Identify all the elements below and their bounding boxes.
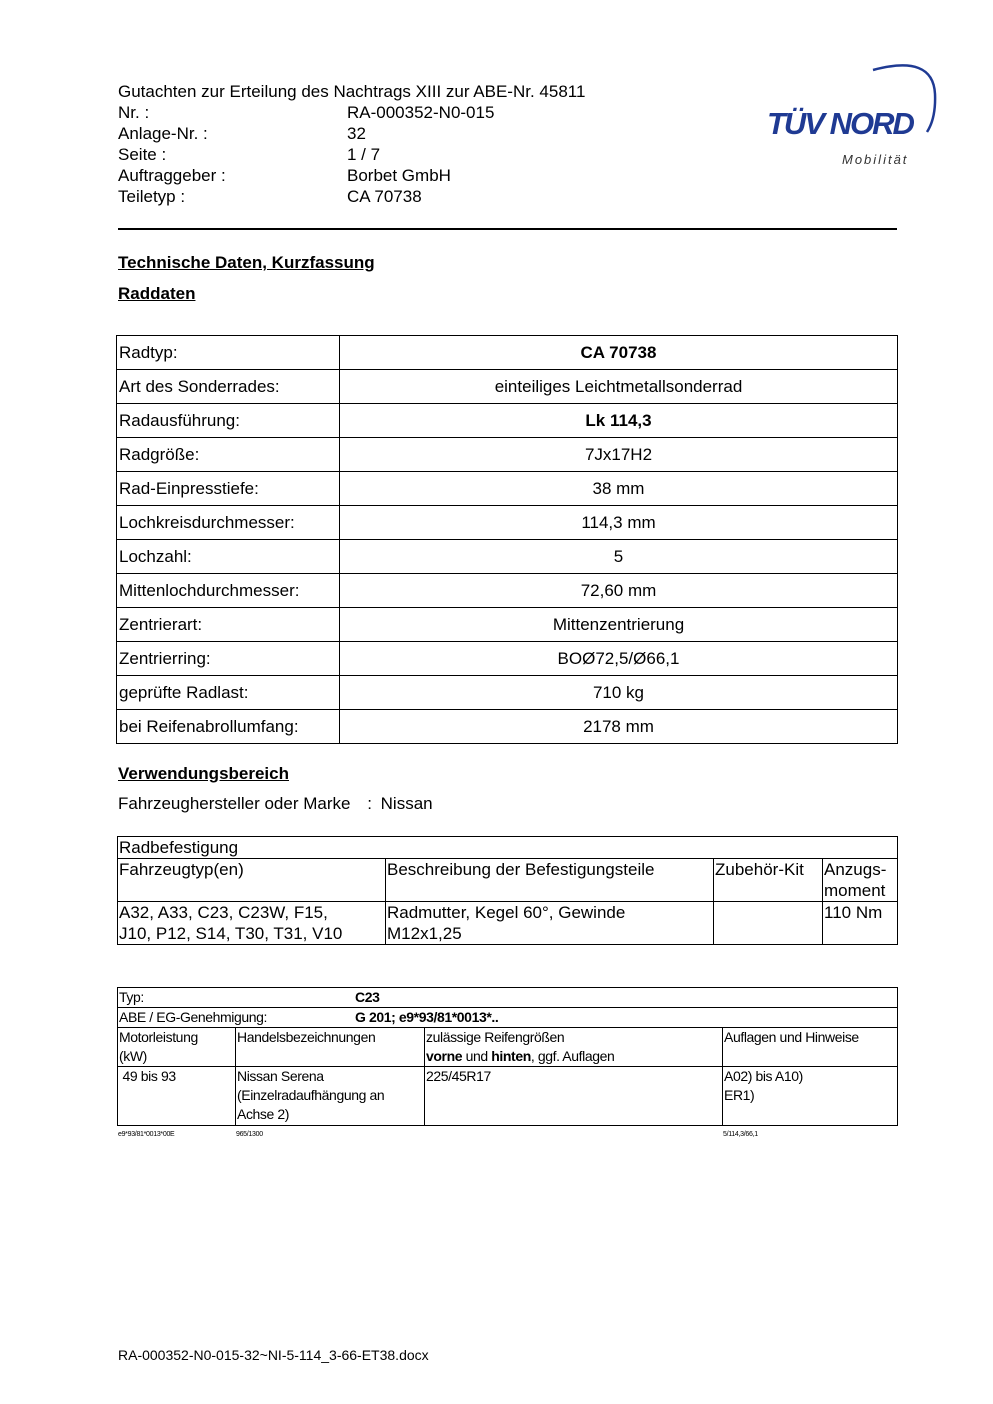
fahrzeugtypen-cell [118, 902, 386, 945]
raddaten-table [116, 335, 898, 744]
logo-subtitle: Mobilität [842, 152, 909, 167]
footnote-genehmigung: e9*93/81*0013*00E [118, 1131, 175, 1138]
table-row [118, 988, 898, 1008]
document-header [118, 81, 585, 207]
reifen-vorne: vorne [426, 1048, 463, 1064]
header-divider [118, 228, 897, 230]
row-label: Mittenlochdurchmesser: [117, 574, 340, 608]
hersteller-label: Fahrzeughersteller oder Marke [118, 794, 351, 813]
table-row [118, 1008, 898, 1028]
header-row-seite [118, 144, 585, 165]
table-row [117, 472, 898, 506]
column-header-motor [118, 1028, 236, 1067]
header-key: Anlage-Nr. : [118, 124, 208, 143]
row-value: 2178 mm [340, 710, 898, 744]
row-label: Zentrierring: [117, 642, 340, 676]
header-row-teiletyp [118, 186, 585, 207]
auflagen-cell [723, 1067, 898, 1126]
cell-line: (kW) [119, 1048, 147, 1064]
typ-value: C23 [355, 989, 380, 1005]
anzugsmoment-cell: 110 Nm [823, 902, 898, 945]
beschreibung-cell [386, 902, 714, 945]
section-raddaten: Raddaten [118, 284, 196, 303]
row-label: geprüfte Radlast: [117, 676, 340, 710]
hersteller-separator: : [367, 794, 372, 813]
header-row-anlage [118, 123, 585, 144]
cell-line: 49 bis 93 [119, 1068, 176, 1084]
column-header-reifen [425, 1028, 723, 1067]
column-header: Anzugs-moment [823, 859, 898, 902]
header-value: RA-000352-N0-015 [347, 103, 495, 122]
row-value: 5 [340, 540, 898, 574]
cell-line: zulässige Reifengrößen [426, 1029, 565, 1045]
radbefestigung-table [117, 836, 898, 945]
reifen-cell: 225/45R17 [425, 1067, 723, 1126]
handel-cell [236, 1067, 425, 1126]
table-row [117, 608, 898, 642]
column-header-auflagen: Auflagen und Hinweise [723, 1028, 898, 1067]
row-label: bei Reifenabrollumfang: [117, 710, 340, 744]
footnote-achslast: 965/1300 [236, 1131, 263, 1138]
header-row-auftraggeber [118, 165, 585, 186]
header-value: Borbet GmbH [347, 166, 451, 185]
tuv-nord-logo [765, 56, 945, 176]
table-row [118, 1067, 898, 1126]
section-technische-daten: Technische Daten, Kurzfassung [118, 253, 375, 272]
table-header-row [118, 1028, 898, 1067]
table-row [117, 540, 898, 574]
row-value: CA 70738 [340, 336, 898, 370]
column-header: Beschreibung der Befestigungsteile [386, 859, 714, 902]
table-row [117, 438, 898, 472]
reifen-rest: , ggf. Auflagen [530, 1048, 615, 1064]
column-header-handel: Handelsbezeichnungen [236, 1028, 425, 1067]
header-row-nr [118, 102, 585, 123]
header-value: 1 / 7 [347, 145, 381, 164]
cell-line: A32, A33, C23, C23W, F15, [119, 903, 328, 922]
motor-cell [118, 1067, 236, 1126]
cell-line: (Einzelradaufhängung an [237, 1087, 385, 1103]
row-label: Radtyp: [117, 336, 340, 370]
row-label: Lochkreisdurchmesser: [117, 506, 340, 540]
cell-line: ER1) [724, 1087, 755, 1103]
logo-brand: TÜV NORD [767, 106, 913, 141]
row-value: Lk 114,3 [340, 404, 898, 438]
abe-row [118, 1008, 898, 1028]
cell-line: M12x1,25 [387, 924, 462, 943]
table-row [118, 837, 898, 859]
abe-label: ABE / EG-Genehmigung: [119, 1009, 268, 1025]
row-value: BOØ72,5/Ø66,1 [340, 642, 898, 676]
hersteller-line [118, 794, 433, 814]
row-value: Mittenzentrierung [340, 608, 898, 642]
row-value: 114,3 mm [340, 506, 898, 540]
table-row [117, 370, 898, 404]
zubehoer-kit-cell [714, 902, 823, 945]
header-value: 32 [347, 124, 366, 143]
footnote-lochkreis: 5/114,3/66,1 [723, 1131, 758, 1138]
row-label: Radgröße: [117, 438, 340, 472]
row-value: 7Jx17H2 [340, 438, 898, 472]
cell-line [426, 1047, 721, 1066]
radbefestigung-title: Radbefestigung [118, 837, 898, 859]
column-header: Zubehör-Kit [714, 859, 823, 902]
cell-line: Achse 2) [237, 1106, 290, 1122]
row-label: Zentrierart: [117, 608, 340, 642]
table-row [118, 902, 898, 945]
table-row [117, 710, 898, 744]
abe-value: G 201; e9*93/81*0013*.. [355, 1009, 499, 1025]
table-row [117, 642, 898, 676]
hersteller-value: Nissan [380, 794, 433, 813]
header-value: CA 70738 [347, 187, 422, 206]
section-verwendungsbereich: Verwendungsbereich [118, 764, 289, 783]
row-label: Art des Sonderrades: [117, 370, 340, 404]
table-row [117, 574, 898, 608]
cell-line: Motorleistung [119, 1029, 198, 1045]
reifen-und: und [462, 1048, 492, 1064]
header-key: Teiletyp : [118, 187, 186, 206]
header-key: Auftraggeber : [118, 166, 226, 185]
typ-label: Typ: [119, 989, 144, 1005]
row-label: Rad-Einpresstiefe: [117, 472, 340, 506]
row-label: Lochzahl: [117, 540, 340, 574]
footer-filename: RA-000352-N0-015-32~NI-5-114_3-66-ET38.docx [118, 1347, 429, 1363]
header-key: Seite : [118, 145, 167, 164]
row-value: 72,60 mm [340, 574, 898, 608]
table-row [117, 404, 898, 438]
reifen-hinten: hinten [491, 1048, 531, 1064]
table-header-row [118, 859, 898, 902]
row-value: einteiliges Leichtmetallsonderrad [340, 370, 898, 404]
row-label: Radausführung: [117, 404, 340, 438]
cell-line: Nissan Serena [237, 1068, 324, 1084]
table-row [117, 336, 898, 370]
row-value: 710 kg [340, 676, 898, 710]
column-header: Fahrzeugtyp(en) [118, 859, 386, 902]
cell-line: Radmutter, Kegel 60°, Gewinde [387, 903, 626, 922]
header-title: Gutachten zur Erteilung des Nachtrags XIII zur ABE-Nr. 45811 [118, 82, 586, 101]
cell-line: A02) bis A10) [724, 1068, 803, 1084]
table-row [117, 506, 898, 540]
row-value: 38 mm [340, 472, 898, 506]
cell-line: J10, P12, S14, T30, T31, V10 [119, 924, 343, 943]
typ-row [118, 988, 898, 1008]
table-row [117, 676, 898, 710]
header-key: Nr. : [118, 103, 150, 122]
typ-table [117, 987, 898, 1126]
